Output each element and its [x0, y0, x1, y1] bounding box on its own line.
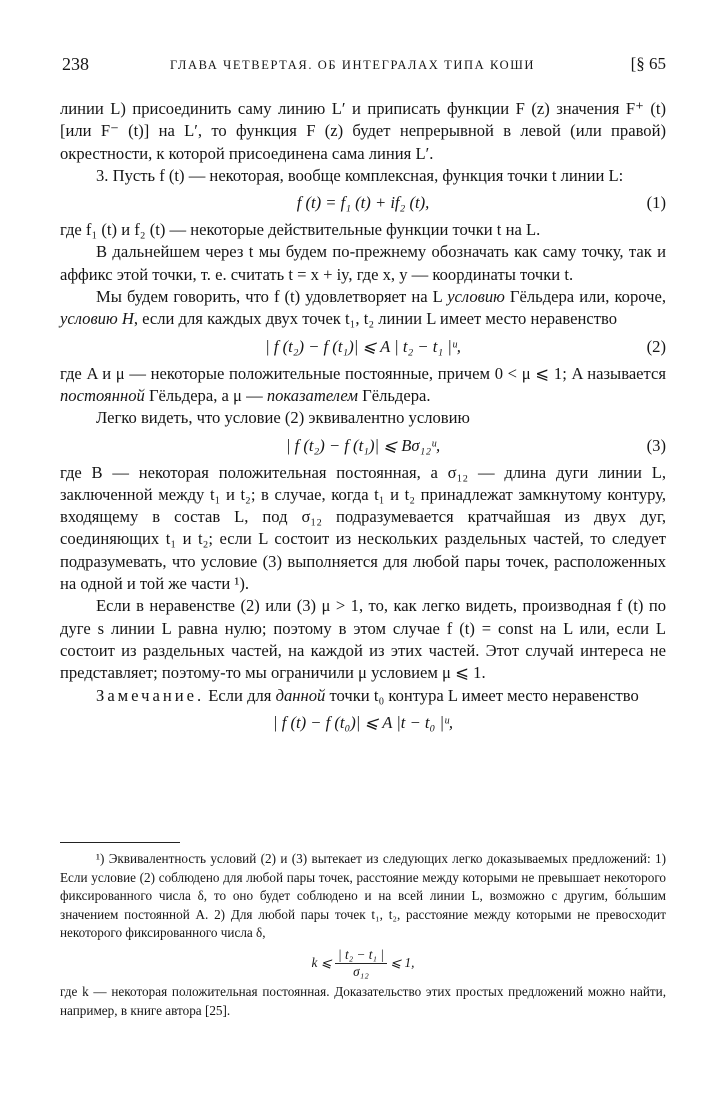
footnote-eq-right: ⩽ 1,	[386, 954, 415, 970]
paragraph-7: Легко видеть, что условие (2) эквивалентно условию	[96, 408, 470, 428]
main-text	[60, 98, 666, 739]
remark-lead: Замечание.	[96, 685, 205, 705]
book-page	[60, 50, 666, 1018]
paragraph-8: где B — некоторая положительная постоянная, а σ₁₂ — длина дуги линии L, заключенной между t₁ и t₂; в случае, когда t₁ и t₂ принадлежат замкнутому контуру, входящему в состав L, под σ₁₂ подразумевается кратчайшая из двух дуг, соединяющих t₁ и t₂; если L состоит из нескольких раздельных частей, то следует подразумевать, что условие (3) выполняется для любой пары точек, расположенных на одной и той же части ¹).	[60, 462, 666, 594]
equation-4	[60, 707, 666, 739]
footnote-equation	[60, 943, 666, 983]
paragraph-6	[60, 363, 666, 408]
running-title: ГЛАВА ЧЕТВЕРТАЯ. ОБ ИНТЕГРАЛАХ ТИПА КОШИ	[170, 58, 536, 72]
paragraph-1: линии L) присоединить саму линию L′ и приписать функции F (z) значения F⁺ (t) [или F⁻ (t)] на L′, то функция F (z) будет непрерывной в левой (или правой) окрестности, к которой присоединена сама линия L′.	[60, 99, 666, 163]
paragraph-10	[60, 685, 666, 707]
paragraph-6-text-c: Гёльдера.	[357, 385, 431, 405]
paragraph-5-text-b: Гёльдера или, короче,	[504, 287, 666, 307]
equation-2	[60, 331, 666, 363]
footnote-eq-left: k ⩽	[311, 954, 336, 970]
fraction	[335, 947, 387, 980]
paragraph-3: где f₁ (t) и f₂ (t) — некоторые действительные функции точки t на L.	[60, 220, 541, 240]
paragraph-10-text-a: Если для	[204, 685, 276, 705]
term-given: данной	[275, 685, 326, 705]
paragraph-5-text-c: , если для каждых двух точек t₁, t₂ линии L имеет место неравенство	[133, 309, 618, 329]
term-constant: постоянной	[60, 385, 145, 405]
footnote-equation-formula	[60, 943, 666, 983]
equation-1	[60, 187, 666, 219]
paragraph-2: 3. Пусть f (t) — некоторая, вообще комплексная, функция точки t линии L:	[96, 165, 624, 185]
footnote-text-2: где k — некоторая положительная постоянная. Доказательство этих простых предложений можно найти, например, в книге автора [25].	[60, 983, 666, 1018]
paragraph-4: В дальнейшем через t мы будем по-прежнему обозначать как саму точку, так и аффикс этой точки, т. е. считать t = x + iy, где x, y — координаты точки t.	[60, 242, 666, 284]
fraction-denominator: σ₁₂	[353, 964, 369, 980]
term-exponent: показателем	[266, 385, 358, 405]
equation-2-formula: | f (t₂) − f (t₁)| ⩽ A | t₂ − t₁ |ᵘ,	[265, 336, 461, 356]
equation-3-formula: | f (t₂) − f (t₁)| ⩽ Bσ₁₂ᵘ,	[285, 435, 441, 455]
equation-1-formula: f (t) = f₁ (t) + if₂ (t),	[296, 193, 430, 213]
page-number: 238	[62, 54, 89, 74]
term-condition-h: условию H	[60, 309, 134, 329]
equation-3-number: (3)	[646, 435, 666, 455]
paragraph-9: Если в неравенстве (2) или (3) μ > 1, то, как легко видеть, производная f (t) по дуге s линии L равна нулю; поэтому в этом случае f (t) = const на L или, если L состоит из раздельных частей, на каждой из этих частей. Этот случай интереса не представляет; поэтому-то мы ограничили μ условием μ ⩽ 1.	[60, 596, 666, 683]
equation-2-number: (2)	[646, 336, 666, 356]
equation-4-formula: | f (t) − f (t₀)| ⩽ A |t − t₀ |ᵘ,	[272, 712, 454, 732]
footnote-divider	[60, 842, 180, 843]
term-condition: условию	[447, 287, 505, 307]
paragraph-6-text-b: Гёльдера, а μ —	[144, 385, 267, 405]
equation-3	[60, 430, 666, 462]
page-header	[60, 50, 666, 76]
paragraph-5-text-a: Мы будем говорить, что f (t) удовлетворяет на L	[96, 287, 448, 307]
fraction-numerator: | t₂ − t₁ |	[335, 947, 387, 964]
paragraph-5	[60, 286, 666, 331]
paragraph-10-text-b: точки t₀ контура L имеет место неравенство	[325, 685, 639, 705]
equation-1-number: (1)	[646, 193, 666, 213]
footnote-text-1: ¹) Эквивалентность условий (2) и (3) вытекает из следующих легко доказываемых предложений: 1) Если условие (2) соблюдено для любой пары точек, расстояние между которыми не превышает некоторого фиксированного числа δ, то оно будет соблюдено и на всей линии L, возможно с другим, бо́льшим значением постоянной A. 2) Для любой пары точек t₁, t₂, расстояние между которыми не превосходит некоторого фиксированного числа δ,	[60, 851, 666, 941]
section-number: [§ 65	[630, 54, 666, 73]
paragraph-6-text-a: где A и μ — некоторые положительные постоянные, причем 0 < μ ⩽ 1; A называется	[60, 363, 666, 383]
footnote	[60, 850, 666, 1020]
